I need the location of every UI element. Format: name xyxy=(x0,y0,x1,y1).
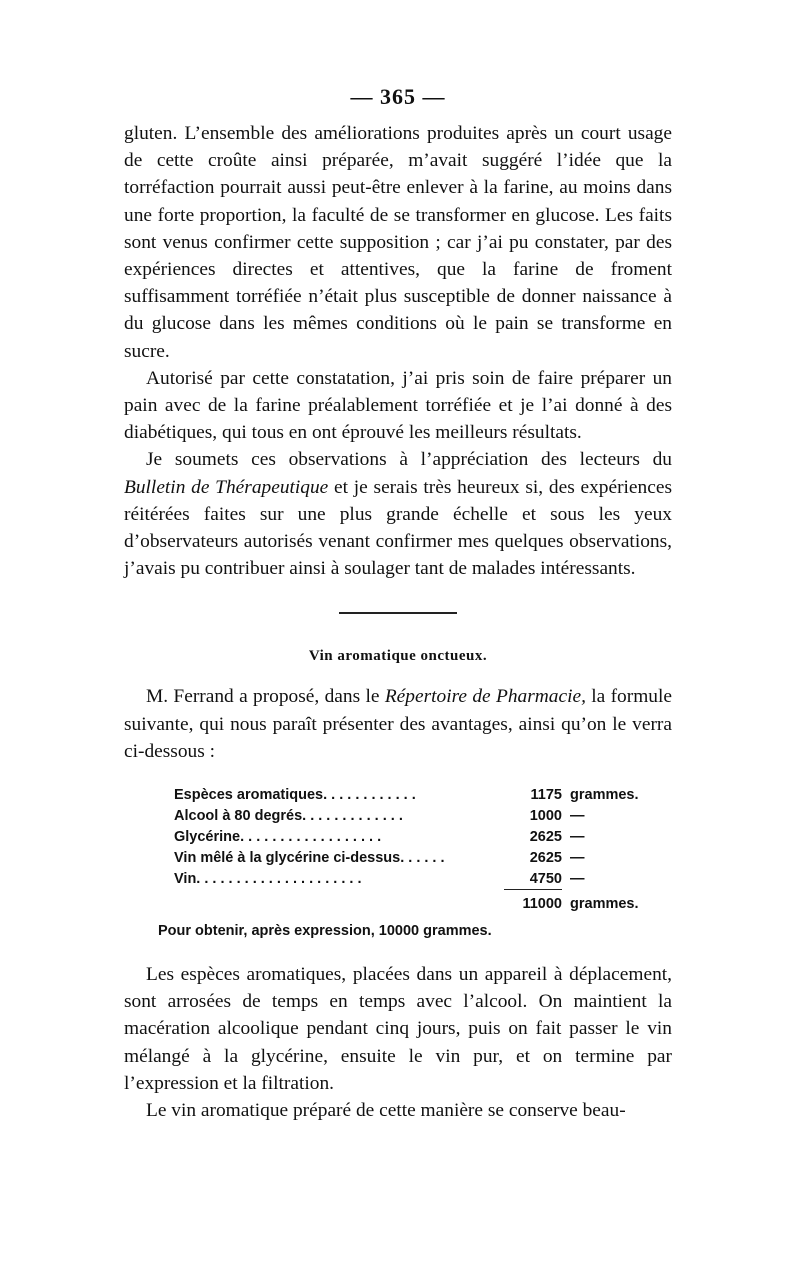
journal-title: Répertoire de Pharmacie, xyxy=(384,686,586,708)
section-divider xyxy=(339,612,457,614)
formula-row xyxy=(174,869,672,890)
ingredient-name: Vin. . . . . . . . . . . . . . . . . . . . . xyxy=(174,871,362,888)
ingredient-amount: 1175 xyxy=(530,787,562,804)
paragraph-text: Je soumets ces observations à l’appréciation des lecteurs du xyxy=(146,449,672,471)
ingredient-unit: — xyxy=(570,850,585,867)
ingredient-amount: 2625 xyxy=(529,850,562,867)
ingredient-unit: — xyxy=(570,808,585,825)
paragraph-text: et je serais très heureux si, des expériences réitérées faites sur une plus grande échelle et sous les yeux d’observateurs autorisés venant confirmer mes quelques observations, j’avais pu contribuer ainsi à soulager tant de malades intéressants. xyxy=(124,476,672,580)
formula-total-row xyxy=(174,894,672,915)
formula-row xyxy=(174,827,672,848)
paragraph xyxy=(124,683,672,765)
paragraph xyxy=(124,446,672,582)
total-amount: 11000 xyxy=(522,896,562,913)
paragraph: Les espèces aromatiques, placées dans un appareil à déplacement, sont arrosées de temps en temps avec l’alcool. On maintient la macération alcoolique pendant cinq jours, puis on fait passer le vin mélangé à la glycérine, ensuite le vin pur, et on termine par l’expression et la filtration. xyxy=(124,964,672,1094)
ingredient-name: Espèces aromatiques. . . . . . . . . . . . xyxy=(174,787,416,804)
formula-table xyxy=(174,785,672,915)
paragraph: gluten. L’ensemble des améliorations produites après un court usage de cette croûte ainsi préparée, m’avait suggéré l’idée que la torréfaction pourrait aussi peut-être enlever à la farine, au moins dans une forte proportion, la faculté de se transformer en glucose. Les faits sont venus confirmer cette supposition ; car j’ai pu constater, par des expériences directes et attentives, que la farine de froment suffisamment torréfiée n’était plus susceptible de donner naissance à du glucose dans les mêmes conditions où le pain se transforme en sucre. xyxy=(124,123,672,362)
formula-row xyxy=(174,848,672,869)
total-unit: grammes. xyxy=(570,896,639,913)
ingredient-unit: grammes. xyxy=(570,787,639,804)
formula-row xyxy=(174,806,672,827)
ingredient-unit: — xyxy=(570,871,585,888)
paragraph: Le vin aromatique préparé de cette manière se conserve beau- xyxy=(146,1100,626,1122)
ingredient-amount: 1000 xyxy=(529,808,562,825)
ingredient-name: Alcool à 80 degrés. . . . . . . . . . . . . xyxy=(174,808,403,825)
ingredient-amount: 4750 xyxy=(504,869,562,890)
journal-title: Bulletin de Thérapeutique xyxy=(124,476,329,498)
paragraph-text: M. Ferrand a proposé, dans le xyxy=(146,686,385,708)
ingredient-name: Glycérine. . . . . . . . . . . . . . . . . . xyxy=(174,829,382,846)
page-number: — 365 — xyxy=(350,84,446,109)
formula-note: Pour obtenir, après expression, 10000 grammes. xyxy=(158,923,492,940)
ingredient-unit: — xyxy=(570,829,585,846)
book-page xyxy=(124,84,672,1124)
ingredient-amount: 2625 xyxy=(529,829,562,846)
formula-row xyxy=(174,785,672,806)
ingredient-name: Vin mêlé à la glycérine ci-dessus. . . . . . xyxy=(174,850,445,867)
total-spacer xyxy=(174,894,504,915)
paragraph: Autorisé par cette constatation, j’ai pris soin de faire préparer un pain avec de la farine préalablement torréfiée et je l’ai donné à des diabétiques, qui tous en ont éprouvé les meilleurs résultats. xyxy=(124,367,672,444)
section-title: Vin aromatique onctueux. xyxy=(308,648,488,665)
paragraph-text: la formule suivante, qui nous paraît présenter des avantages, ainsi qu’on le verra ci-dessous : xyxy=(124,686,672,762)
